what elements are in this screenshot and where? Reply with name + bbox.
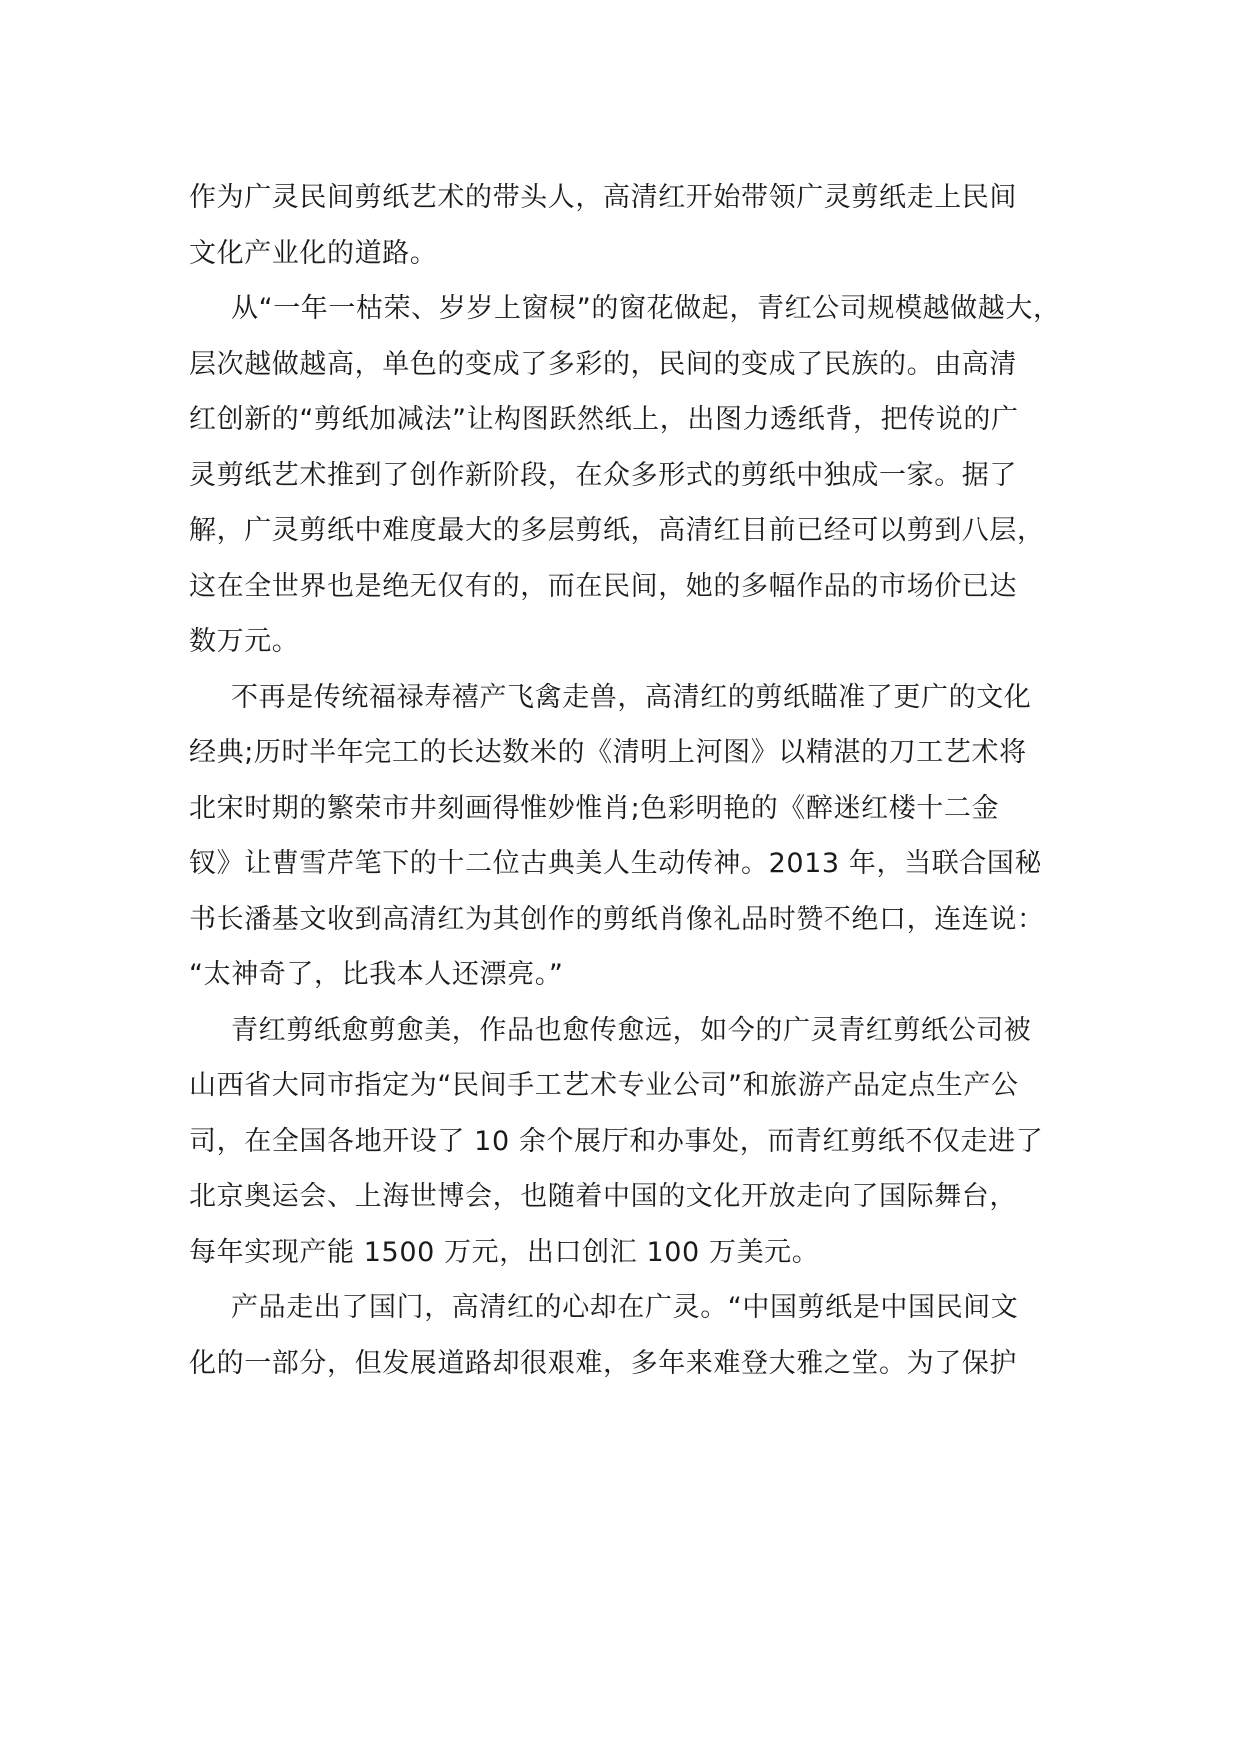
paragraph-5-line-2: 化的一部分，但发展道路却很艰难，多年来难登大雅之堂。为了保护 [189, 1347, 1017, 1379]
paragraph-2-line-6: 这在全世界也是绝无仅有的，而在民间，她的多幅作品的市场价已达 [189, 570, 1017, 602]
paragraph-3-line-6: “太神奇了，比我本人还漂亮。” [189, 959, 564, 990]
paragraph-2-line-2: 层次越做越高，单色的变成了多彩的，民间的变成了民族的。由高清 [189, 348, 1017, 380]
paragraph-3-line-3: 北宋时期的繁荣市井刻画得惟妙惟肖;色彩明艳的《醉迷红楼十二金 [189, 792, 1000, 824]
paragraph-3-line-4: 钗》让曹雪芹笔下的十二位古典美人生动传神。2013 年，当联合国秘 [189, 848, 1043, 879]
paragraph-3-line-2: 经典;历时半年完工的长达数米的《清明上河图》以精湛的刀工艺术将 [189, 737, 1027, 768]
paragraph-3-line-5: 书长潘基文收到高清红为其创作的剪纸肖像礼品时赞不绝口，连连说： [189, 903, 1045, 935]
article-body [189, 170, 1089, 1391]
paragraph-4-line-3: 司，在全国各地开设了 10 余个展厅和办事处，而青红剪纸不仅走进了 [189, 1125, 1044, 1157]
paragraph-4-line-5: 每年实现产能 1500 万元，出口创汇 100 万美元。 [189, 1236, 820, 1268]
paragraph-4-line-4: 北京奥运会、上海世博会，也随着中国的文化开放走向了国际舞台， [189, 1181, 1017, 1212]
paragraph-1-line-2: 文化产业化的道路。 [189, 237, 438, 269]
paragraph-5-line-1: 产品走出了国门，高清红的心却在广灵。“中国剪纸是中国民间文 [231, 1292, 1019, 1323]
paragraph-2-line-7: 数万元。 [189, 626, 300, 657]
paragraph-2-line-4: 灵剪纸艺术推到了创作新阶段，在众多形式的剪纸中独成一家。据了 [189, 459, 1017, 491]
paragraph-2-line-3: 红创新的“剪纸加减法”让构图跃然纸上，出图力透纸背，把传说的广 [189, 404, 1019, 435]
paragraph-2-line-5: 解，广灵剪纸中难度最大的多层剪纸，高清红目前已经可以剪到八层， [189, 515, 1045, 546]
paragraph-2-line-1: 从“一年一枯荣、岁岁上窗棂”的窗花做起，青红公司规模越做越大， [231, 293, 1061, 324]
paragraph-4-line-2: 山西省大同市指定为“民间手工艺术专业公司”和旅游产品定点生产公 [189, 1070, 1019, 1101]
paragraph-4-line-1: 青红剪纸愈剪愈美，作品也愈传愈远，如今的广灵青红剪纸公司被 [231, 1014, 1032, 1046]
paragraph-1-line-1: 作为广灵民间剪纸艺术的带头人，高清红开始带领广灵剪纸走上民间 [189, 182, 1017, 213]
paragraph-3-line-1: 不再是传统福禄寿禧产飞禽走兽，高清红的剪纸瞄准了更广的文化 [231, 681, 1032, 713]
